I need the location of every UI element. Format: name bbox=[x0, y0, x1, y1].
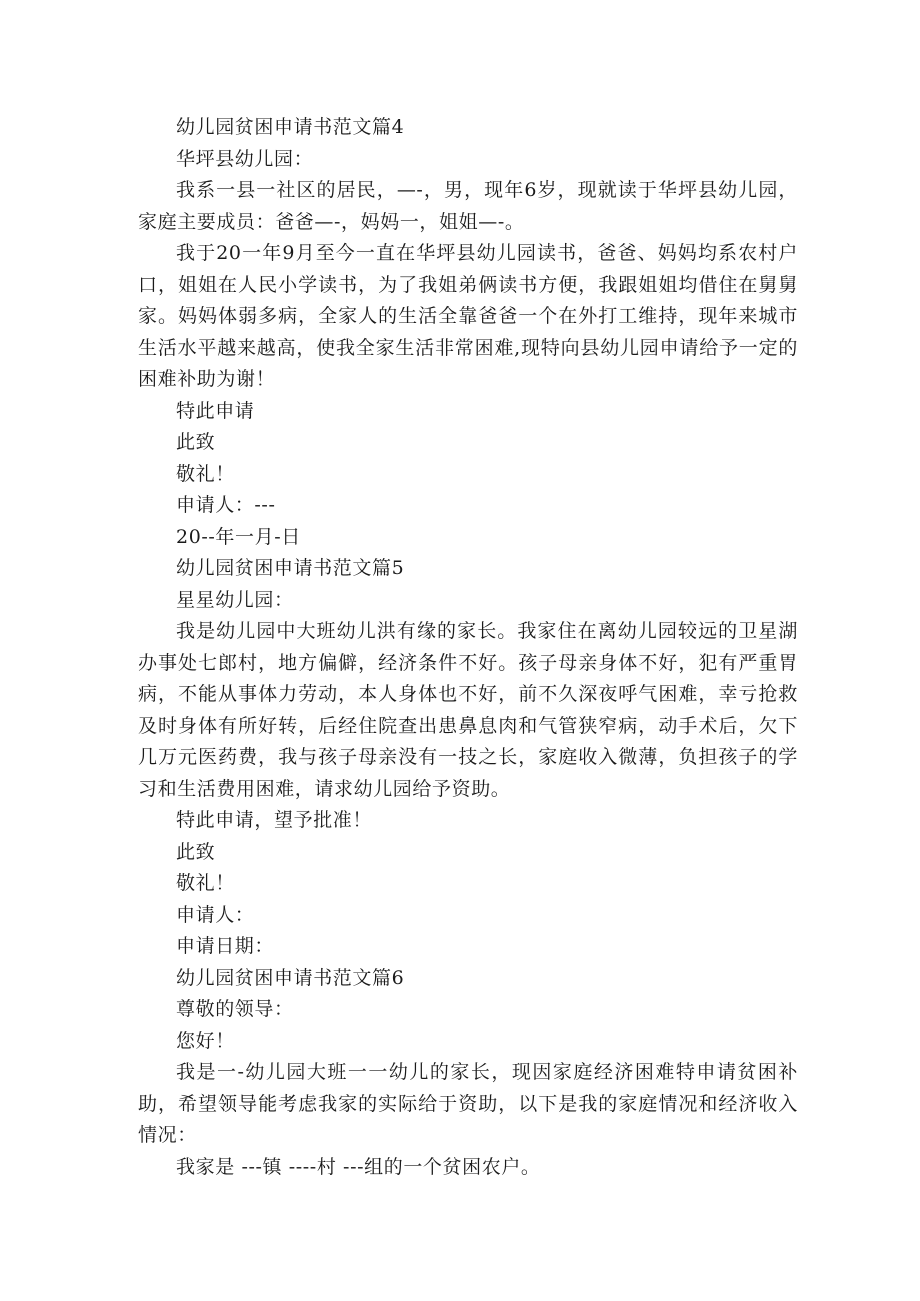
greeting-line: 您好！ bbox=[176, 1029, 235, 1052]
body-paragraph: 我系一县一社区的居民，—-，男，现年6岁，现就读于华坪县幼儿园，家庭主要成员：爸爸—-，妈妈一，姐姐—-。 bbox=[138, 179, 798, 233]
closing-line: 敬礼！ bbox=[176, 872, 235, 894]
body-paragraph: 我是一-幼儿园大班一一幼儿的家长，现因家庭经济困难特申请贫困补助，希望领导能考虑我家的实际给于资助，以下是我的家庭情况和经济收入情况： bbox=[138, 1061, 798, 1146]
section-heading: 幼儿园贫困申请书范文篇5 bbox=[176, 557, 405, 579]
body-paragraph: 我于20一年9月至今一直在华坪县幼儿园读书，爸爸、妈妈均系农村户口，姐姐在人民小学读书，为了我姐弟俩读书方便，我跟姐姐均借住在舅舅家。妈妈体弱多病，全家人的生活全靠爸爸一个在外打工维持，现年来城市生活水平越来越高，使我全家生活非常困难,现特向县幼儿园申请给予一定的困难补助为谢！ bbox=[138, 242, 798, 390]
body-paragraph: 我是幼儿园中大班幼儿洪有缘的家长。我家住在离幼儿园较远的卫星湖办事处七郎村，地方偏僻，经济条件不好。孩子母亲身体不好，犯有严重胃病，不能从事体力劳动，本人身体也不好，前不久深夜呼气困难，幸亏抢救及时身体有所好转，后经住院查出患鼻息肉和气管狭窄病，动手术后，欠下几万元医药费，我与孩子母亲没有一技之长，家庭收入微薄，负担孩子的学习和生活费用困难，请求幼儿园给予资助。 bbox=[138, 620, 798, 800]
body-paragraph: 我家是 ---镇 ----村 ---组的一个贫困农户。 bbox=[176, 1155, 541, 1178]
salutation: 华坪县幼儿园： bbox=[176, 147, 314, 170]
applicant-line: 申请人：--- bbox=[176, 494, 276, 516]
applicant-line: 申请人： bbox=[176, 903, 255, 926]
closing-line: 敬礼！ bbox=[176, 462, 235, 485]
document-body bbox=[138, 112, 798, 1183]
date-line: 20--年一月-日 bbox=[176, 525, 301, 548]
section-heading: 幼儿园贫困申请书范文篇6 bbox=[176, 966, 405, 989]
salutation: 星星幼儿园： bbox=[176, 588, 294, 611]
closing-line: 特此申请，望予批准！ bbox=[176, 809, 373, 831]
closing-line: 此致 bbox=[176, 840, 216, 863]
closing-line: 特此申请 bbox=[176, 399, 255, 422]
closing-line: 此致 bbox=[176, 431, 216, 453]
section-heading: 幼儿园贫困申请书范文篇4 bbox=[176, 116, 405, 138]
date-line: 申请日期： bbox=[176, 935, 275, 957]
salutation: 尊敬的领导： bbox=[176, 998, 294, 1020]
